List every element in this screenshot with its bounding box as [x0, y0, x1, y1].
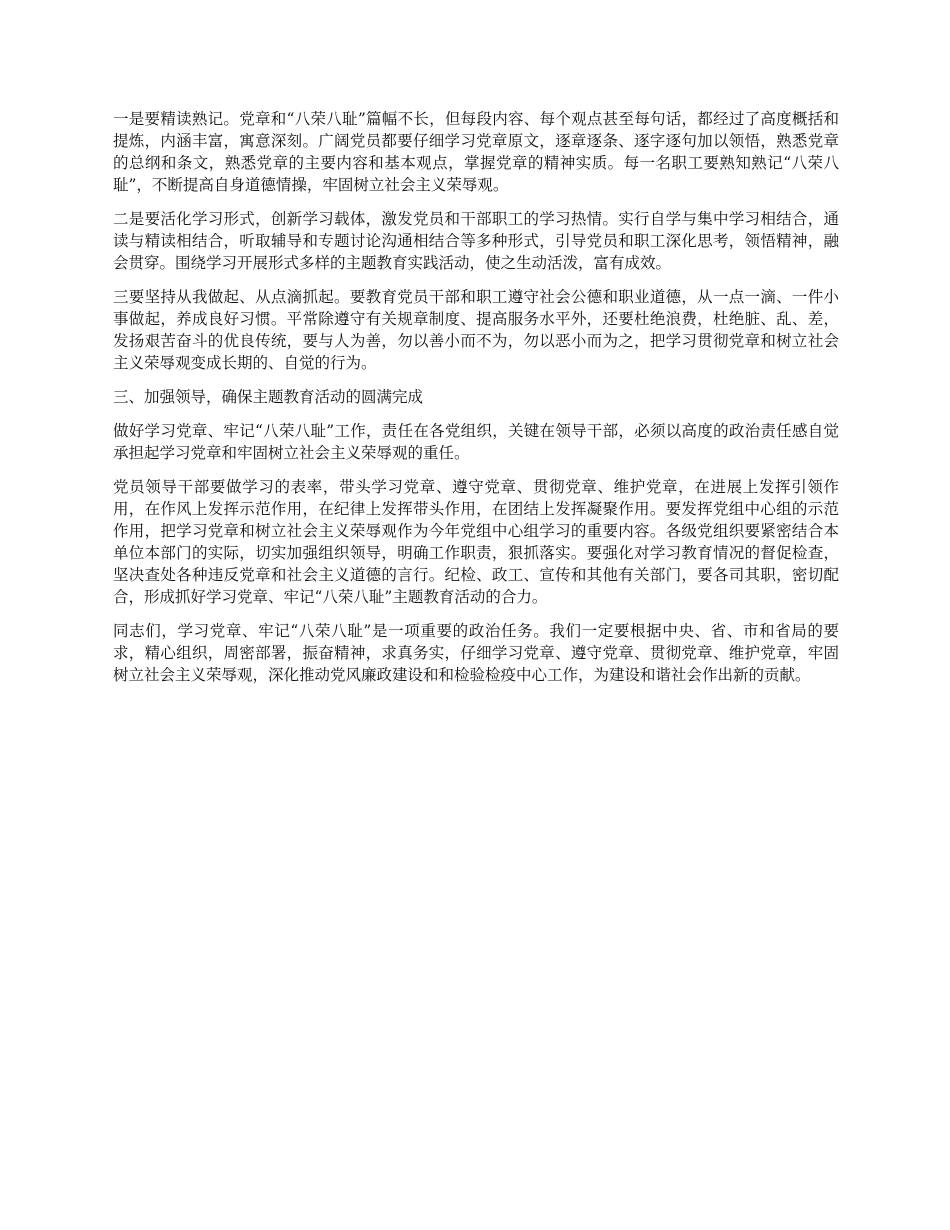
- paragraph-leadership-example: 党员领导干部要做学习的表率，带头学习党章、遵守党章、贯彻党章、维护党章，在进展上发挥引领作用，在作风上发挥示范作用，在纪律上发挥带头作用，在团结上发挥凝聚作用。要发挥党组中心组的示范作用，把学习党章和树立社会主义荣辱观作为今年党组中心组学习的重要内容。各级党组织要紧密结合本单位本部门的实际，切实加强组织领导，明确工作职责，狠抓落实。要强化对学习教育情况的督促检查，坚决查处各种违反党章和社会主义道德的言行。纪检、政工、宣传和其他有关部门，要各司其职，密切配合，形成抓好学习党章、牢记“八荣八耻”主题教育活动的合力。: [113, 478, 839, 606]
- document-body: [113, 108, 839, 698]
- paragraph-intensive-reading: 一是要精读熟记。党章和“八荣八耻”篇幅不长，但每段内容、每个观点甚至每句话，都经过了高度概括和提炼，内涵丰富，寓意深刻。广阔党员都要仔细学习党章原文，逐章逐条、逐字逐句加以领悟，熟悉党章的总纲和条文，熟悉党章的主要内容和基本观点，掌握党章的精神实质。每一名职工要熟知熟记“八荣八耻”，不断提高自身道德情操，牢固树立社会主义荣辱观。: [113, 110, 839, 194]
- paragraph-closing: 同志们，学习党章、牢记“八荣八耻”是一项重要的政治任务。我们一定要根据中央、省、市和省局的要求，精心组织，周密部署，振奋精神，求真务实，仔细学习党章、遵守党章、贯彻党章、维护党章，牢固树立社会主义荣辱观，深化推动党风廉政建设和和检验检疫中心工作，为建设和谐社会作出新的贡献。: [113, 622, 839, 684]
- paragraph-learning-forms: 二是要活化学习形式，创新学习载体，激发党员和干部职工的学习热情。实行自学与集中学习相结合，通读与精读相结合，听取辅导和专题讨论沟通相结合等多种形式，引导党员和职工深化思考，领悟精神，融会贯穿。围绕学习开展形式多样的主题教育实践活动，使之生动活泼，富有成效。: [113, 210, 839, 272]
- paragraph-responsibility: 做好学习党章、牢记“八荣八耻”工作，责任在各党组织，关键在领导干部，必须以高度的政治责任感自觉承担起学习党章和牢固树立社会主义荣辱观的重任。: [113, 422, 839, 462]
- paragraph-start-from-self: 三要坚持从我做起、从点滴抓起。要教育党员干部和职工遵守社会公德和职业道德，从一点一滴、一件小事做起，养成良好习惯。平常除遵守有关规章制度、提高服务水平外，还要杜绝浪费，杜绝脏、乱、差，发扬艰苦奋斗的优良传统，要与人为善，勿以善小而不为，勿以恶小而为之，把学习贯彻党章和树立社会主义荣辱观变成长期的、自觉的行为。: [113, 288, 839, 372]
- section-heading: 三、加强领导，确保主题教育活动的圆满完成: [113, 388, 424, 406]
